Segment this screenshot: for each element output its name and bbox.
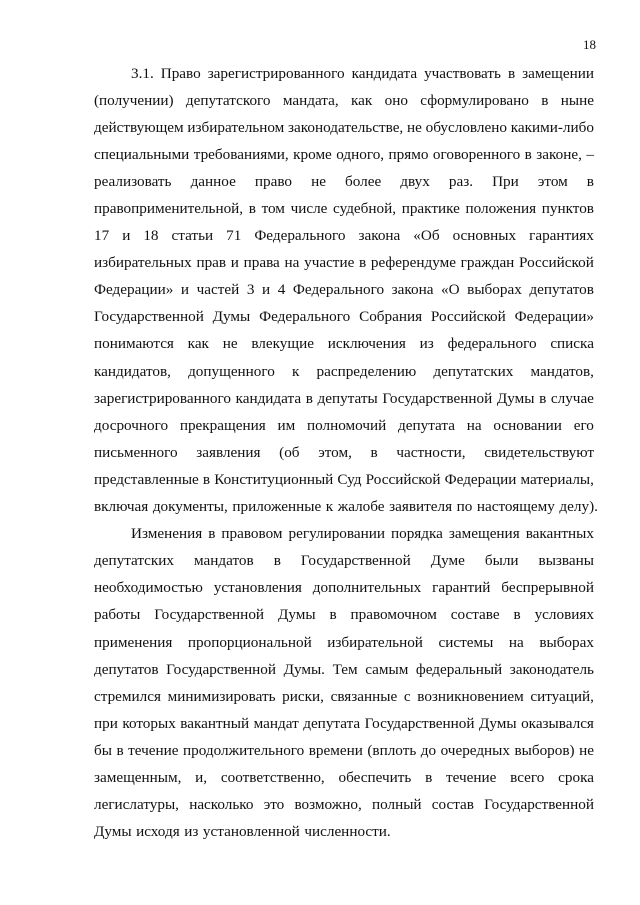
word: возможно, (294, 796, 362, 814)
word: замещенным, (94, 768, 182, 786)
word: установленной (202, 823, 300, 841)
word: возникновением (417, 687, 524, 705)
paragraph-first-line (94, 521, 594, 548)
word: в (539, 389, 547, 407)
word: «О (441, 281, 460, 299)
word: депутатов (529, 281, 594, 299)
word: основании (493, 416, 562, 434)
word: законодатель (509, 660, 594, 678)
word: и, (195, 768, 208, 786)
word: соответственно, (220, 768, 325, 786)
word: и (262, 281, 271, 299)
word: делу). (559, 498, 598, 516)
word: в (202, 470, 211, 488)
word: на (508, 633, 524, 651)
word: обеспечить (338, 768, 412, 786)
word: составе (450, 606, 500, 624)
word: Думы (212, 308, 251, 326)
word: права (243, 254, 280, 272)
word: представленные (94, 470, 199, 488)
word: полномочий (307, 416, 387, 434)
word: и (230, 254, 239, 272)
word: кроме (293, 145, 332, 163)
word: заявителя (389, 498, 453, 516)
word: которых (122, 714, 176, 732)
word: более (345, 172, 382, 190)
word: в (524, 145, 532, 163)
word: требованиями, (193, 145, 289, 163)
word: оговоренного (432, 145, 521, 163)
word: участвовать (424, 64, 501, 82)
word: жалобе (337, 498, 385, 516)
word: избирательной (327, 633, 423, 651)
word: гарантиях (529, 227, 594, 245)
word: вакантных (525, 525, 594, 543)
word: ситуаций, (530, 687, 594, 705)
text-line (94, 439, 594, 466)
text-line (94, 683, 594, 710)
word: пунктов (541, 200, 594, 218)
word: в (541, 91, 549, 109)
word: условиях (534, 606, 594, 624)
word: выборов) (514, 741, 575, 759)
word: Суд (337, 470, 362, 488)
word: 71 (226, 227, 242, 245)
word: легислатуры, (94, 796, 179, 814)
word: численности. (304, 823, 391, 841)
word: досрочного (94, 416, 169, 434)
text-line (94, 466, 594, 493)
word: дополнительных (312, 579, 422, 597)
word: мандатов, (530, 362, 594, 380)
word: течение (446, 768, 497, 786)
word: (об (279, 443, 300, 461)
word: пропорциональной (187, 633, 312, 651)
word: замещении (522, 64, 594, 82)
word: Государственной (300, 552, 411, 570)
text-line (94, 358, 594, 385)
word: полный (371, 796, 422, 814)
word: оно (384, 91, 408, 109)
word: влекущие (251, 335, 314, 353)
word: в (370, 443, 378, 461)
word: 3.1. (131, 64, 154, 82)
word: этом, (318, 443, 352, 461)
word: зарегистрированного (94, 389, 231, 407)
word: не (579, 741, 594, 759)
word: Федерального (292, 281, 385, 299)
word: необходимостью (94, 579, 203, 597)
word: участие (304, 254, 355, 272)
word: системы (438, 633, 494, 651)
word: кандидата (235, 389, 302, 407)
word: одного, (336, 145, 385, 163)
word: раз. (448, 172, 474, 190)
word: положения (465, 200, 537, 218)
page-number: 18 (583, 37, 596, 52)
word: распределению (316, 362, 417, 380)
word: в (507, 64, 516, 82)
word: стремился (94, 687, 161, 705)
word: замещения (448, 525, 520, 543)
word: регулировании (288, 525, 385, 543)
word: по (456, 498, 473, 516)
word: Федерации» (514, 308, 594, 326)
word: материалы, (520, 470, 594, 488)
word: Думы. (283, 660, 325, 678)
word: срока (558, 768, 594, 786)
text-line (94, 141, 594, 168)
word: бы (94, 741, 112, 759)
word: обусловлено (425, 118, 507, 136)
word: в (586, 172, 594, 190)
word: связанные (330, 687, 398, 705)
text-line (94, 277, 594, 304)
text-line (94, 385, 594, 412)
word: в (248, 200, 256, 218)
word: исключения (327, 335, 406, 353)
text-line (94, 602, 594, 629)
word: допущенного (188, 362, 275, 380)
word: прямо (388, 145, 429, 163)
word: настоящему (476, 498, 555, 516)
word: закона (358, 227, 401, 245)
word: из (419, 335, 434, 353)
word: право (254, 172, 292, 190)
word: в (208, 525, 216, 543)
word: законодательстве, (288, 118, 404, 136)
word: работы (94, 606, 141, 624)
text-line (94, 168, 594, 195)
word: до (420, 741, 437, 759)
word: Федерации (444, 470, 517, 488)
text-line (94, 656, 594, 683)
word: двух (400, 172, 430, 190)
text-line (94, 87, 594, 114)
word: в (116, 741, 124, 759)
text-line (94, 494, 598, 521)
word: (получении) (94, 91, 174, 109)
word: какими-либо (510, 118, 594, 136)
word: как (351, 91, 373, 109)
word: течение (128, 741, 179, 759)
word: всего (510, 768, 545, 786)
text-line (94, 764, 594, 791)
word: документы, (152, 498, 228, 516)
word: кандидатов, (94, 362, 171, 380)
word: статьи (171, 227, 214, 245)
word: При (492, 172, 519, 190)
word: применения (94, 633, 173, 651)
word: Федерации» (94, 281, 174, 299)
text-line (94, 195, 594, 222)
word: граждан (460, 254, 515, 272)
text-line (94, 412, 594, 439)
word: времени (308, 741, 363, 759)
word: насколько (189, 796, 254, 814)
word: приложенные (232, 498, 322, 516)
word: исходя (136, 823, 180, 841)
word: избирательном (187, 118, 285, 136)
word: заявления (196, 443, 261, 461)
word: беспрерывной (501, 579, 594, 597)
word: федеральный (415, 660, 503, 678)
word: Государственной (154, 606, 265, 624)
word: 17 (94, 227, 110, 245)
word: депутатских (94, 552, 175, 570)
word: оказывался (521, 714, 594, 732)
word: Государственной (484, 796, 594, 814)
word: Собрания (359, 308, 423, 326)
word: им (277, 416, 296, 434)
word: Думы (277, 606, 316, 624)
word: в (425, 768, 433, 786)
word: частей (196, 281, 240, 299)
word: были (484, 552, 519, 570)
word: прав (196, 254, 227, 272)
word: Изменения (131, 525, 203, 543)
word: данное (190, 172, 236, 190)
word: Государственной (166, 660, 276, 678)
word: правовом (221, 525, 283, 543)
word: «Об (413, 227, 440, 245)
word: в (305, 389, 313, 407)
word: к (325, 498, 334, 516)
word: Федерального (259, 308, 351, 326)
word: очередных (440, 741, 510, 759)
text-line (94, 629, 594, 656)
word: состав (431, 796, 474, 814)
text-line (94, 250, 594, 277)
word: основных (452, 227, 517, 245)
text-line (94, 792, 594, 819)
word: Государственной (94, 308, 204, 326)
word: его (573, 416, 594, 434)
word: в (513, 606, 521, 624)
word: риски, (282, 687, 324, 705)
word: депутаты (317, 389, 378, 407)
word: гарантий (432, 579, 491, 597)
word: правомочном (350, 606, 437, 624)
word: Думы (479, 714, 517, 732)
text-line (94, 737, 594, 764)
word: в (359, 254, 367, 272)
word: не (407, 118, 422, 136)
word: минимизировать (167, 687, 276, 705)
word: установления (213, 579, 302, 597)
word: Право (160, 64, 201, 82)
word: 3 (246, 281, 255, 299)
word: и (180, 281, 190, 299)
text-line (94, 710, 594, 737)
word: понимаются (94, 335, 174, 353)
word: 4 (277, 281, 286, 299)
word: не (311, 172, 326, 190)
word: вакантный (180, 714, 250, 732)
word: 18 (143, 227, 159, 245)
word: в (329, 606, 337, 624)
word: порядка (390, 525, 443, 543)
word: Думы (94, 823, 132, 841)
word: кандидата (351, 64, 418, 82)
word: Российской (365, 470, 441, 488)
word: депутата (303, 714, 361, 732)
word: Думы (496, 389, 535, 407)
document-body (94, 60, 598, 846)
word: правоприменительной, (94, 200, 244, 218)
word: специальными (94, 145, 190, 163)
word: к (291, 362, 300, 380)
text-line (94, 548, 594, 575)
word: том (261, 200, 285, 218)
word: Российской (519, 254, 594, 272)
word: мандата, (282, 91, 339, 109)
text-line (94, 575, 594, 602)
word: случае (550, 389, 594, 407)
text-line (94, 223, 594, 250)
text-line (94, 304, 594, 331)
word: прекращения (179, 416, 266, 434)
word: депутатских (433, 362, 514, 380)
text-line (94, 331, 594, 358)
word: на (284, 254, 300, 272)
word: самым (365, 660, 409, 678)
word: вызваны (538, 552, 594, 570)
word: Думе (430, 552, 465, 570)
word: письменного (94, 443, 178, 461)
word: – (586, 145, 594, 163)
word: судебной, (333, 200, 397, 218)
word: как (187, 335, 209, 353)
word: Тем (332, 660, 358, 678)
word: депутатов (94, 660, 159, 678)
word: мандат (253, 714, 299, 732)
paragraph-first-line (94, 60, 594, 87)
word: федерального (447, 335, 537, 353)
word: Российской (430, 308, 506, 326)
word: на (466, 416, 482, 434)
word: это (263, 796, 285, 814)
word: этом (537, 172, 568, 190)
word: реализовать (94, 172, 172, 190)
word: в (273, 552, 281, 570)
word: мандатов (194, 552, 254, 570)
word: Федерального (254, 227, 346, 245)
word: частности, (396, 443, 466, 461)
text-line (94, 819, 594, 846)
word: депутатского (185, 91, 271, 109)
word: списка (550, 335, 594, 353)
word: закона (391, 281, 434, 299)
word: Государственной (382, 389, 493, 407)
word: из (184, 823, 199, 841)
word: ныне (560, 91, 594, 109)
word: (вплоть (367, 741, 417, 759)
word: включая (94, 498, 149, 516)
word: законе, (536, 145, 582, 163)
word: референдуме (370, 254, 456, 272)
word: сформулировано (420, 91, 529, 109)
word: выборах (467, 281, 522, 299)
word: и (122, 227, 131, 245)
word: Конституционный (214, 470, 334, 488)
word: практике (401, 200, 460, 218)
word: действующем (94, 118, 184, 136)
word: с (403, 687, 411, 705)
word: депутата (398, 416, 455, 434)
text-line (94, 114, 594, 141)
word: числе (290, 200, 328, 218)
word: Государственной (364, 714, 475, 732)
word: при (94, 714, 118, 732)
word: избирательных (94, 254, 192, 272)
word: выборах (539, 633, 594, 651)
word: не (222, 335, 238, 353)
word: зарегистрированного (207, 64, 345, 82)
word: продолжительного (183, 741, 305, 759)
word: свидетельствуют (484, 443, 594, 461)
